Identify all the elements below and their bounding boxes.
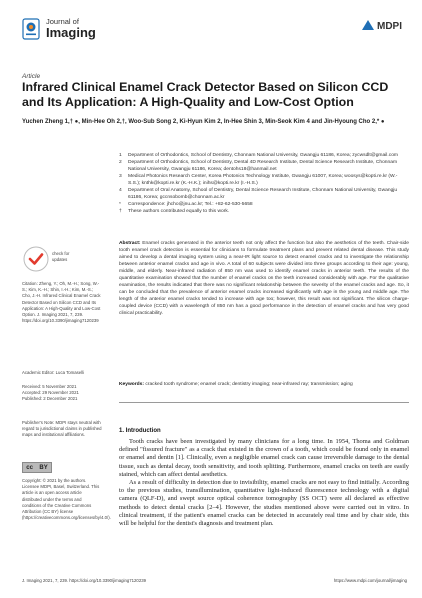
affiliation-mark: * <box>119 202 121 208</box>
affiliation-text: Department of Oral Anatomy, School of Dentistry, Dental Science Research Institute, Chonnam National University, Gwangju 61186, Korea; gccnsobomb@chonnam.ac.kr <box>128 188 398 201</box>
publisher-logo <box>362 20 402 32</box>
section-heading: 1. Introduction <box>119 428 161 434</box>
affiliation-text: Department of Orthodontics, School of Dentistry, Dental 4D Research Institute, Dental Science Research Institute, Chonnam National University, Gwangju 61186, Korea; dentohs18@hanmail.net <box>128 160 398 173</box>
affiliation-item <box>119 187 409 201</box>
copyright-license: Copyright: © 2021 by the authors. Licensee MDPI, Basel, Switzerland. This article is an open access article distributed under the terms and conditions of the Creative Commons Attribution (CC BY) license (https://creativecommons.org/licenses/by/4.0/). <box>22 478 111 521</box>
publisher-name: MDPI <box>377 21 402 32</box>
affiliation-text: Correspondence: jhcho@jnu.ac.kr; Tel.: +82-62-530-5658 <box>128 202 253 208</box>
cc-icon: cc <box>26 464 33 471</box>
section-divider <box>119 402 409 403</box>
journal-name: Imaging <box>46 24 96 40</box>
date-accepted: Accepted: 29 November 2021 <box>22 390 79 396</box>
affiliation-item <box>119 201 409 208</box>
affiliation-item <box>119 159 409 173</box>
footer-citation: J. Imaging 2021, 7, 239. https://doi.org/10.3390/jimaging7120239 <box>22 578 146 583</box>
publication-dates <box>22 384 102 403</box>
affiliation-item <box>119 173 409 187</box>
affiliation-text: Department of Orthodontics, School of Dentistry, Chonnam National University, Gwangju 61186, Korea; zycwsdlt@gmail.com <box>128 153 398 158</box>
abstract-label: Abstract: <box>119 241 141 246</box>
journal-header <box>22 18 402 48</box>
affiliation-text: Medical Photonics Research Center, Korea Photonics Technology Institute, Gwangju 61007, Korea; woosys@kopti.re.kr (W.-S.S.); knthk@kopti.re.kr (K.-H.K.); inihs@kopti.re.kr (I.-H.S.) <box>128 174 398 187</box>
affiliation-mark: 4 <box>119 188 122 194</box>
affiliation-mark: 3 <box>119 174 122 180</box>
paper-title: Infrared Clinical Enamel Crack Detector Based on Silicon CCD and Its Application: A High-Quality and Low-Cost Option <box>22 80 389 109</box>
date-published: Published: 2 December 2021 <box>22 396 78 402</box>
cc-by-license-badge[interactable] <box>22 462 52 473</box>
affiliation-text: These authors contributed equally to this work. <box>128 209 230 215</box>
affiliation-item <box>119 208 409 215</box>
affiliation-item <box>119 152 409 159</box>
check-for-updates-link[interactable] <box>52 251 69 262</box>
check-label-line2: updates <box>52 256 68 262</box>
affiliation-mark: 2 <box>119 160 122 166</box>
paragraph: As a result of difficulty in detection due to invisibility, enamel cracks are not easy to find initially. According to the previous studies, transillumination, quantitative light-induced fluorescence technology with a digital camera (QLF-D), and swept source optical coherence tomography (SS OCT) were all declared as effective methods to detect dental cracks [2–4]. However, the studies mentioned above were carried out in vitro. In clinical treatment, if the patient's enamel cracks can be detected in accurately real time and by chair side, this will be helpful for the dentist's diagnosis and treatment plan. <box>119 479 409 528</box>
paragraph: Tooth cracks have been investigated by many clinicians for a long time. In 1954, Thoma and Goldman defined "fissured fracture" as a crack that existed in the crown of a tooth, which could be found only in enamel or enamel and dentin [1]. Clinically, even a negligible enamel crack can cause irreversible damage to the dental tissue, such as dental decay, tooth sensitivity, and tooth splitting. Furthermore, enamel cracks on teeth are easily stained, which can affect dental aesthetics. <box>119 438 409 478</box>
author-list: Yuchen Zheng 1,† ●, Min-Hee Oh 2,†, Woo-Sub Song 2, Ki-Hyun Kim 2, In-Hee Shin 3, Min-Seok Kim 4 and Jin-Hyoung Cho 2,* ● <box>22 119 385 125</box>
keywords-label: Keywords: <box>119 382 145 387</box>
affiliation-mark: 1 <box>119 153 122 158</box>
publisher-note: Publisher's Note: MDPI stays neutral with regard to jurisdictional claims in published maps and institutional affiliations. <box>22 420 102 438</box>
citation: Citation: Zheng, Y.; Oh, M.-H.; Song, W.-S.; Kim, K.-H.; Shin, I.-H.; Kim, M.-S.; Cho, J.-H. Infrared Clinical Enamel Crack Detector Based on Silicon CCD and Its Application: A High-Quality and Low-Cost Option. J. Imaging 2021, 7, 239. https://doi.org/10.3390/jimaging7120239 <box>22 281 101 324</box>
affiliations <box>119 152 409 215</box>
mdpi-icon <box>362 20 374 30</box>
journal-title <box>46 18 96 40</box>
keywords <box>119 381 409 388</box>
keywords-text: cracked tooth syndrome; enamel crack; dentistry imaging; near-infrared ray; transmission; aging <box>145 382 353 387</box>
introduction-body <box>119 438 409 528</box>
journal-logo-icon <box>22 18 40 40</box>
abstract <box>119 240 409 318</box>
by-icon: BY <box>39 464 48 471</box>
affiliation-mark: † <box>119 209 122 215</box>
date-received: Received: 5 November 2021 <box>22 384 77 389</box>
abstract-text: Enamel cracks generated in the anterior teeth not only affect the function but also the aesthetics of the teeth. Chair-side tooth enamel crack detection is essential for clinicians to formulate treatment plans and prevent related dental disease. This study aimed to develop a dental imaging system using a near-IR light source to detect enamel cracks and to investigate the relationship between anterior enamel cracks and age in vivo. A total of 60 subjects were divided into three groups according to their age: young, middle, and elderly. Near-infrared radiation of 850 nm was used to identify enamel cracks in anterior teeth. The results of the quantitative examination showed that the number of enamel cracks on the teeth increased considerably with age. For the qualitative examination, the results indicated that there was no significant relationship between the severity of the enamel cracks and age. So, it can be concluded that the prevalence of anterior enamel cracks increased significantly with age in the young and middle age. The length of the anterior enamel cracks tended to increase with age too; however, this result was not significant. The silicon charge-coupled device (CCD) with a wavelength of 850 nm has a good performance in the detection of enamel cracks and has very good clinical practicability. <box>119 241 409 317</box>
footer-journal-link[interactable]: https://www.mdpi.com/journal/jimaging <box>333 578 407 583</box>
check-for-updates-icon[interactable] <box>22 245 50 273</box>
check-label-line1: check for <box>52 251 70 256</box>
journal-prefix: Journal of <box>46 17 79 26</box>
article-type: Article <box>22 73 41 80</box>
academic-editor: Academic Editor: Luca Tomaselli <box>22 370 85 375</box>
